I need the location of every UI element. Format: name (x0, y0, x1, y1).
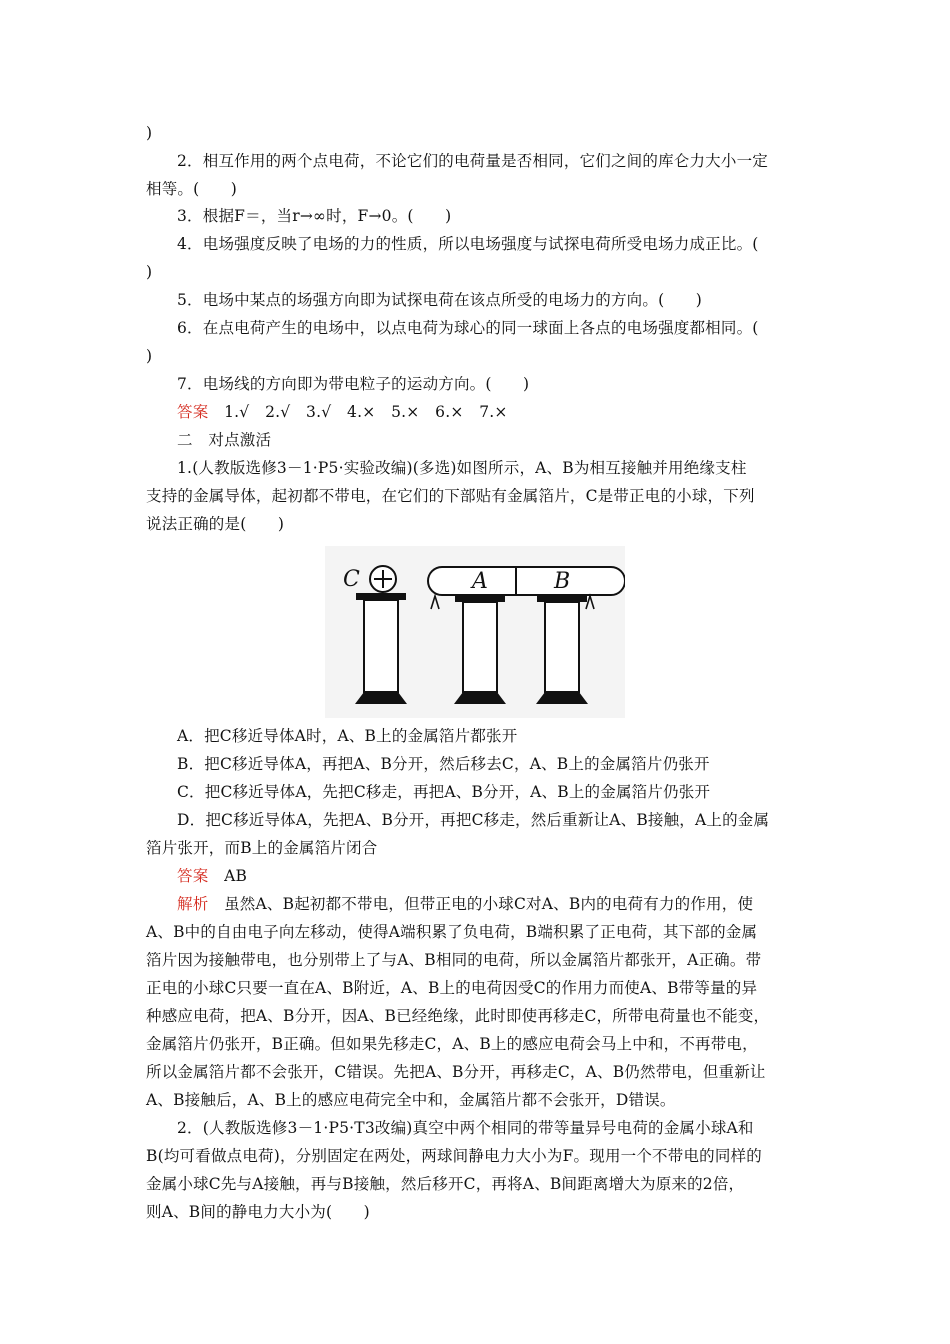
analysis-first-line (177, 894, 753, 914)
question-2-line: 则A、B间的静电力大小为( ) (146, 1203, 370, 1221)
label-c: C (343, 567, 360, 592)
stand-base-a (454, 692, 506, 704)
option-d-cont: 箔片张开，而B上的金属箔片闭合 (146, 839, 378, 857)
analysis-line: A、B中的自由电子向左移动，使得A端积累了负电荷，B端积累了正电荷，其下部的金属 (146, 923, 758, 941)
text-line: ) (146, 124, 153, 142)
analysis-line: 正电的小球C只要一直在A、B附近，A、B上的电荷因受C的作用力而使A、B带等量的异 (146, 979, 758, 997)
question-1-line: 说法正确的是( ) (146, 515, 285, 533)
stand-top-c (356, 593, 406, 600)
option-d: D．把C移近导体A，先把A、B分开，再把C移走，然后重新让A、B接触，A上的金属 (177, 811, 770, 829)
text-line: 6．在点电荷产生的电场中，以点电荷为球心的同一球面上各点的电场强度都相同。( (177, 319, 759, 337)
analysis-line: 箔片因为接触带电，也分别带上了与A、B相同的电荷，所以金属箔片都张开，A正确。带 (146, 951, 762, 969)
analysis-line: 种感应电荷，把A、B分开，因A、B已经绝缘，此时即使再移走C，所带电荷量也不能变， (146, 1007, 770, 1025)
analysis-label: 解析 (177, 895, 209, 913)
stand-base-c (355, 692, 407, 704)
text-line: 3．根据F＝，当r→∞时，F→0。( ) (177, 207, 452, 225)
electroscope-figure (325, 546, 625, 718)
insulating-pillar-b (545, 602, 579, 692)
text-line: 4．电场强度反映了电场的力的性质，所以电场强度与试探电荷所受电场力成正比。( (177, 235, 759, 253)
stand-top-a (455, 595, 505, 602)
question-1-line: 1.(人教版选修3－1·P5·实验改编)(多选)如图所示，A、B为相互接触并用绝缘支柱 (177, 459, 747, 477)
answer-line-1 (177, 402, 508, 422)
option-b: B．把C移近导体A，再把A、B分开，然后移去C，A、B上的金属箔片仍张开 (177, 755, 710, 773)
stand-base-b (536, 692, 588, 704)
answer-text: AB (224, 867, 248, 885)
text-line: ) (146, 263, 153, 281)
analysis-text: 虽然A、B起初都不带电，但带正电的小球C对A、B内的电荷有力的作用，使 (224, 895, 754, 913)
stand-top-b (537, 595, 587, 602)
label-b: B (554, 569, 571, 594)
question-2-line: B(均可看做点电荷)，分别固定在两处，两球间静电力大小为F。现用一个不带电的同样的 (146, 1147, 762, 1165)
question-2-line: 金属小球C先与A接触，再与B接触，然后移开C，再将A、B间距离增大为原来的2倍， (146, 1175, 745, 1193)
answer-text: 1.√ 2.√ 3.√ 4.× 5.× 6.× 7.× (224, 403, 508, 421)
text-line: 相等。( ) (146, 180, 237, 198)
question-2-line: 2．(人教版选修3－1·P5·T3改编)真空中两个相同的带等量异号电荷的金属小球A和 (177, 1119, 754, 1137)
option-a: A．把C移近导体A时，A、B上的金属箔片都张开 (177, 727, 518, 745)
option-c: C．把C移近导体A，先把C移走，再把A、B分开，A、B上的金属箔片仍张开 (177, 783, 711, 801)
conductor-ab (428, 567, 625, 595)
analysis-line: 所以金属箔片都不会张开，C错误。先把A、B分开，再移走C，A、B仍然带电，但重新让 (146, 1063, 766, 1081)
answer-line-2 (177, 866, 247, 886)
answer-label: 答案 (177, 403, 209, 421)
text-line: 7．电场线的方向即为带电粒子的运动方向。( ) (177, 375, 530, 393)
text-line: 2．相互作用的两个点电荷，不论它们的电荷量是否相同，它们之间的库仑力大小一定 (177, 152, 768, 170)
insulating-pillar-c (364, 600, 398, 692)
insulating-pillar-a (463, 602, 497, 692)
text-line: 5．电场中某点的场强方向即为试探电荷在该点所受的电场力的方向。( ) (177, 291, 702, 309)
answer-label: 答案 (177, 867, 209, 885)
text-line: ) (146, 347, 153, 365)
section-heading: 二 对点激活 (177, 431, 272, 449)
analysis-line: 金属箔片仍张开，B正确。但如果先移走C，A、B上的感应电荷会马上中和，不再带电， (146, 1035, 758, 1053)
label-a: A (472, 569, 488, 594)
analysis-line: A、B接触后，A、B上的感应电荷完全中和，金属箔片都不会张开，D错误。 (146, 1091, 676, 1109)
question-1-line: 支持的金属导体，起初都不带电，在它们的下部贴有金属箔片，C是带正电的小球，下列 (146, 487, 755, 505)
